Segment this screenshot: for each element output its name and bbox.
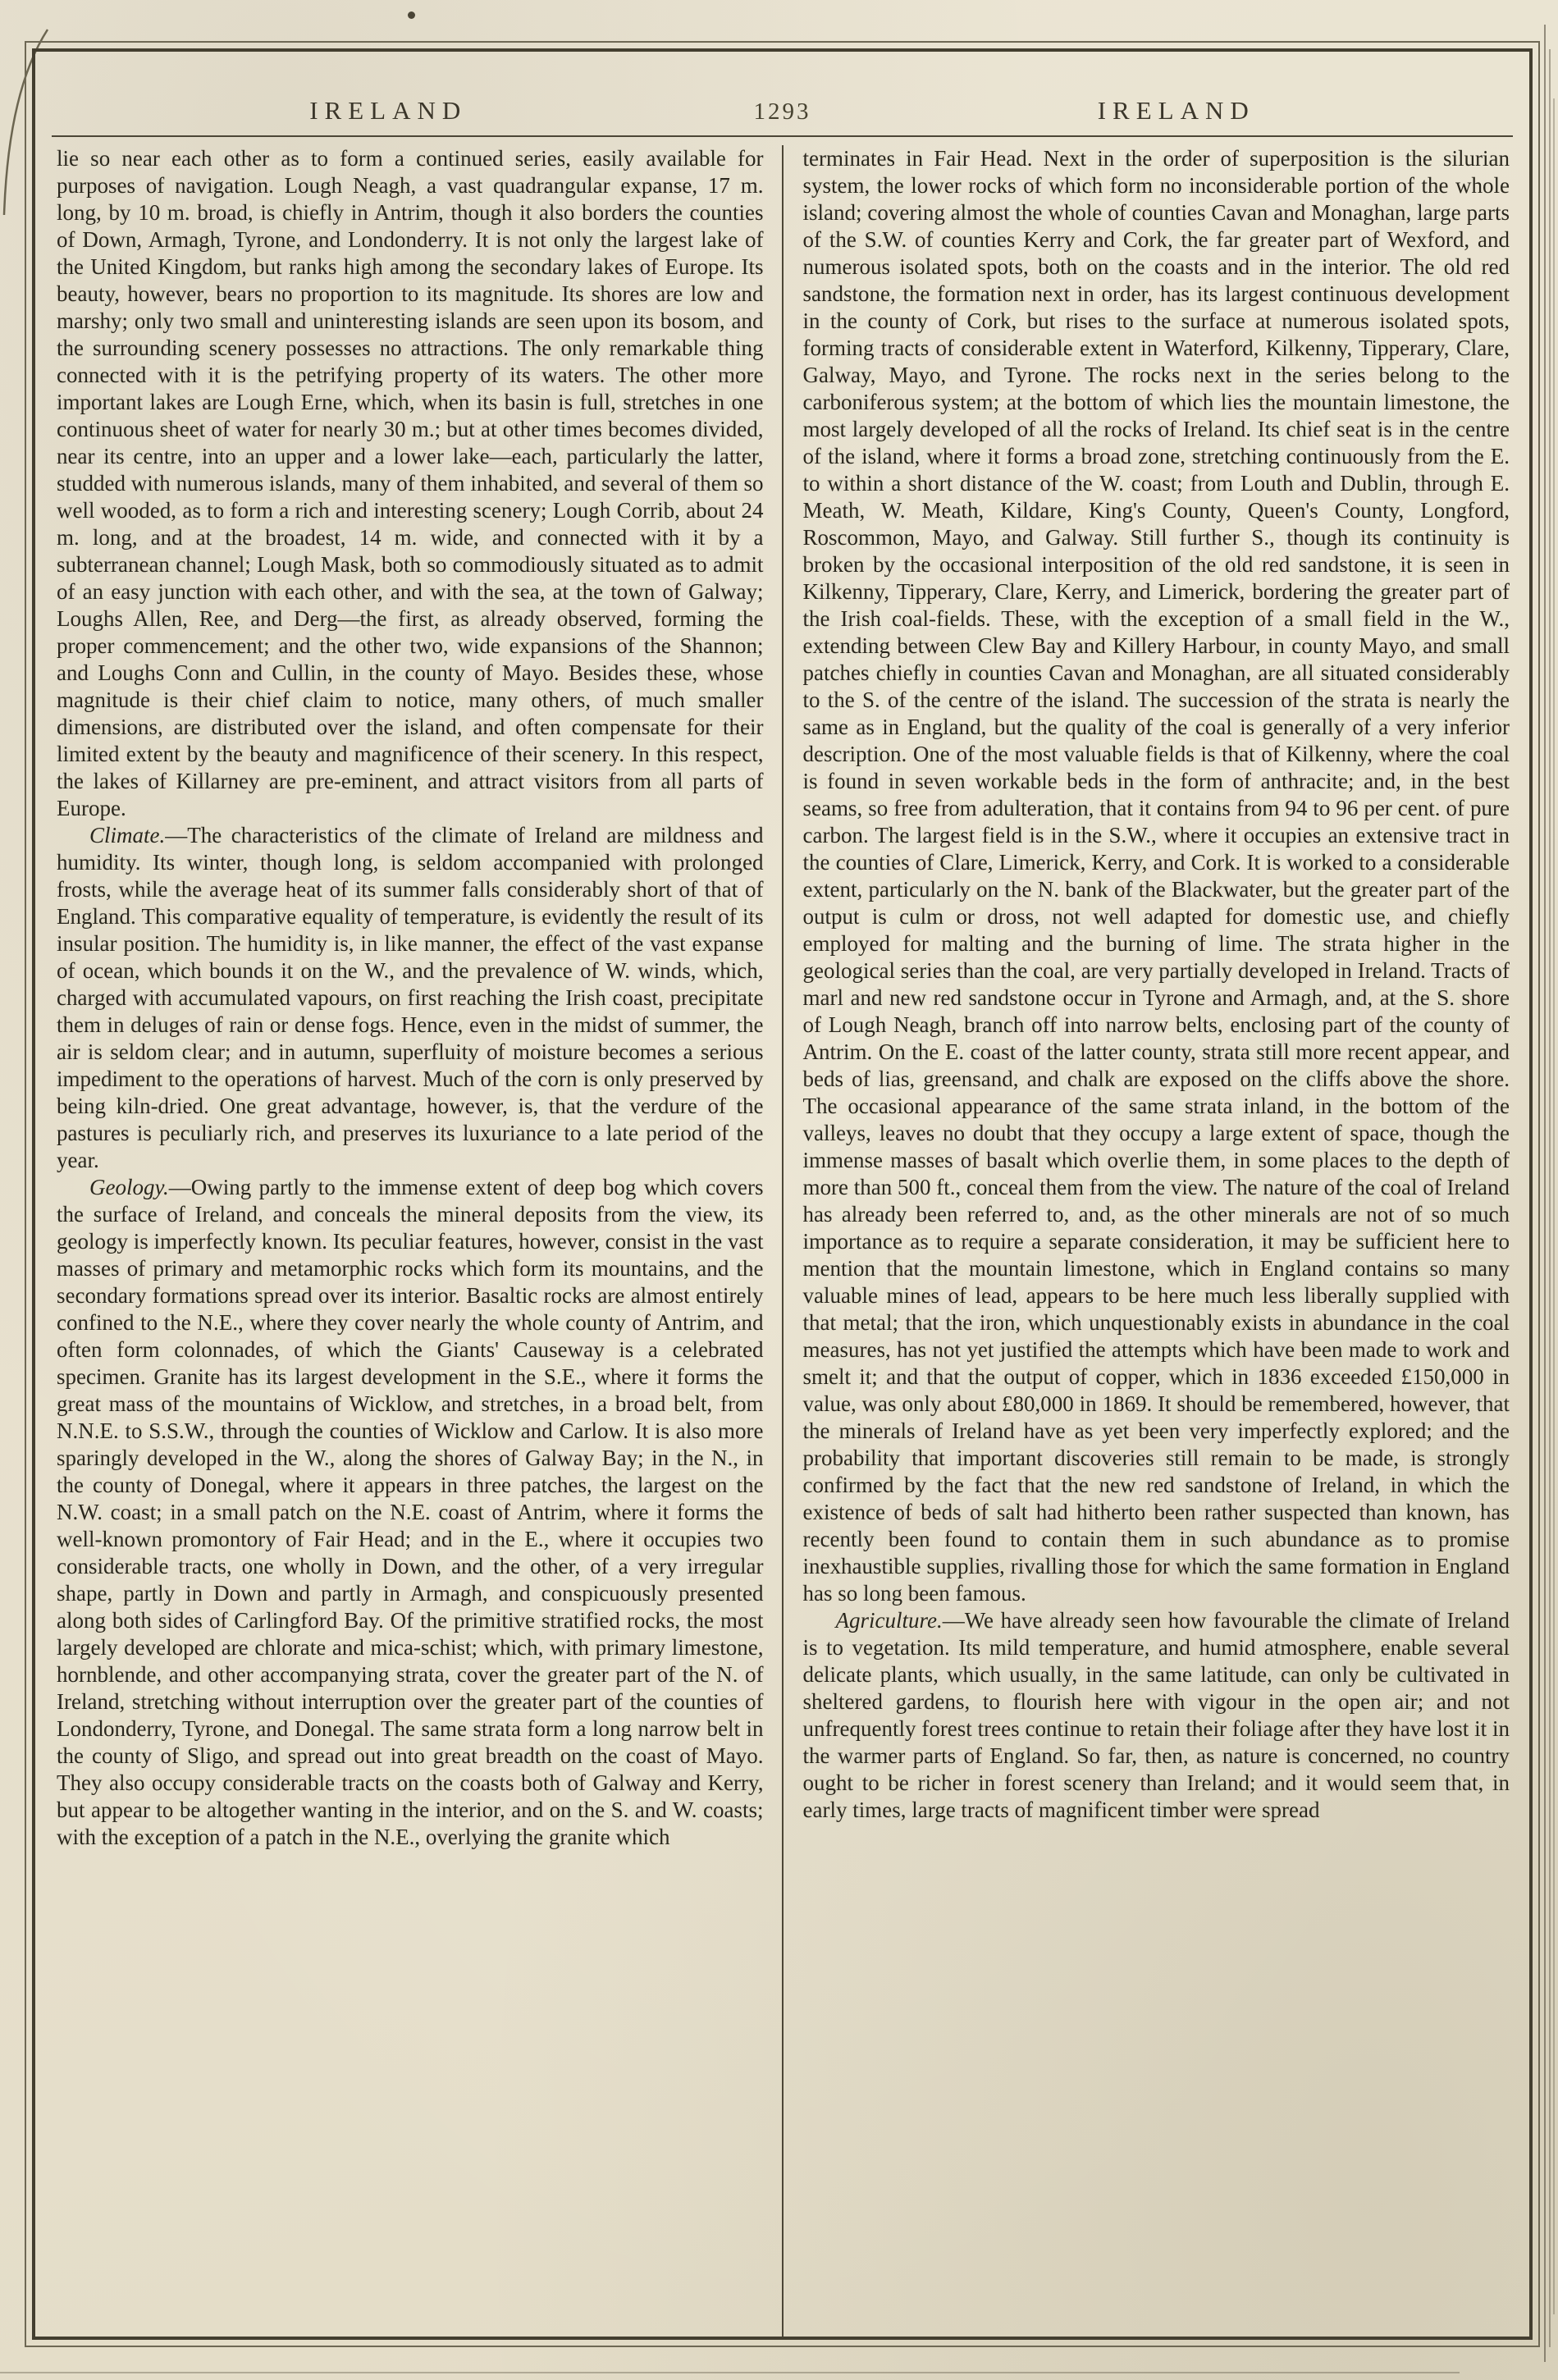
section-lead-geology: Geology. [89, 1175, 169, 1199]
page-edge-line [1544, 25, 1546, 2362]
paragraph-continuation [803, 145, 1510, 1607]
page-number: 1293 [753, 98, 811, 125]
page-content [35, 52, 1529, 2337]
paragraph-text: lie so near each other as to form a continued series, easily available for purposes of navigation. Lough Neagh, a vast quadrangular expanse, 17 m. long, by 10 m. broad, is chiefly in Antrim, though it also borders the counties of Down, Armagh, Tyrone, and Londonderry. It is not only the largest lake of the United Kingdom, but ranks high among the secondary lakes of Europe. Its beauty, however, bears no proportion to its magnitude. Its shores are low and marshy; only two small and uninteresting islands are seen upon its bosom, and the surrounding scenery possesses no attractions. The only remarkable thing connected with it is the petrifying property of its waters. The other more important lakes are Lough Erne, which, when its basin is full, stretches in one continuous sheet of water for nearly 30 m.; but at other times becomes divided, near its centre, into an upper and a lower lake—each, particularly the latter, studded with numerous islands, many of them inhabited, and several of them so well wooded, as to form a rich and interesting scenery; Lough Corrib, about 24 m. long, and at the broadest, 14 m. wide, and connected with it by a subterranean channel; Lough Mask, both so commodiously situated as to admit of an easy junction with each other, and with the sea, at the town of Galway; Loughs Allen, Ree, and Derg—the first, as already observed, forming the proper commencement; and the other two, wide expansions of the Shannon; and Loughs Conn and Cullin, in the county of Mayo. Besides these, whose magnitude is their chief claim to notice, many others, of much smaller dimensions, are distributed over the island, and often compensate for their limited extent by the beauty and magnificence of their scenery. In this respect, the lakes of Killarney are pre-eminent, and attract visitors from all parts of Europe. [57, 146, 764, 820]
page-edge-line [1549, 49, 1551, 2347]
section-lead-climate: Climate. [89, 823, 166, 847]
page-frame-inner-rule [32, 48, 1533, 2340]
running-head [52, 96, 1513, 126]
right-column [784, 145, 1514, 2337]
header-rule [52, 135, 1513, 137]
paragraph-text: —We have already seen how favourable the climate of Ireland is to vegetation. Its mild temperature, and humid atmosphere, enable several delicate plants, which usually, in the same latitude, can only be cultivated in sheltered gardens, to flourish here with vigour in the open air; and not unfrequently forest trees continue to retain their foliage after they have lost it in the warmer parts of England. So far, then, as nature is concerned, no country ought to be richer in forest scenery than Ireland; and it would seem that, in early times, large tracts of magnificent timber were spread [802, 1608, 1510, 1822]
scan-bottom-edge [0, 2372, 1460, 2373]
left-column [52, 145, 782, 2337]
paragraph-text: —The characteristics of the climate of Ireland are mildness and humidity. Its winter, though long, is seldom accompanied with prolonged frosts, while the average heat of its summer falls considerably short of that of England. This comparative equality of temperature, is evidently the result of its insular position. The humidity is, in like manner, the effect of the vast expanse of ocean, which bounds it on the W., and the prevalence of W. winds, which, charged with accumulated vapours, on first reaching the Irish coast, precipitate them in deluges of rain or dense fogs. Hence, even in the midst of summer, the air is seldom clear; and in autumn, superfluity of moisture becomes a serious impediment to the operations of harvest. Much of the corn is only preserved by being kiln-dried. One great advantage, however, is, that the verdure of the pastures is peculiarly rich, and preserves its luxuriance to a late period of the year. [57, 823, 764, 1172]
ink-spot-artifact [408, 11, 415, 19]
text-columns [52, 139, 1513, 2337]
paragraph-text: terminates in Fair Head. Next in the order of superposition is the silurian system, the lower rocks of which form no inconsiderable portion of the whole island; covering almost the whole of counties Cavan and Monaghan, large parts of the S.W. of counties Kerry and Cork, the far greater part of Wexford, and numerous isolated spots, both on the coasts and in the interior. The old red sandstone, the formation next in order, has its largest continuous development in the county of Cork, but rises to the surface at numerous isolated spots, forming tracts of considerable extent in Waterford, Kilkenny, Tipperary, Clare, Galway, Mayo, and Tyrone. The rocks next in the series belong to the carboniferous system; at the bottom of which lies the mountain limestone, the most largely developed of all the rocks of Ireland. Its chief seat is in the centre of the island, where it forms a broad zone, stretching continuously from the E. to within a short distance of the W. coast; from Louth and Dublin, through E. Meath, W. Meath, Kildare, King's County, Queen's County, Longford, Roscommon, Mayo, and Galway. Still further S., though its continuity is broken by the occasional interposition of the old red sandstone, it is seen in Kilkenny, Tipperary, Clare, Kerry, and Limerick, bordering the greater part of the Irish coal-fields. These, with the exception of a small field in the W., extending between Clew Bay and Killery Harbour, in county Mayo, and small patches chiefly in counties Cavan and Monaghan, are all situated considerably to the S. of the centre of the island. The succession of the strata is nearly the same as in England, but the quality of the coal is generally of a very inferior description. One of the most valuable fields is that of Kilkenny, where the coal is found in seven workable beds in the form of anthracite; and, in the best seams, so free from adulteration, that it contains from 94 to 96 per cent. of pure carbon. The largest field is in the S.W., where it occupies an extensive tract in the counties of Clare, Limerick, Kerry, and Cork. It is worked to a considerable extent, particularly on the N. bank of the Blackwater, but the greater part of the output is culm or dross, not well adapted for domestic use, and chiefly employed for malting and the burning of lime. The strata higher in the geological series than the coal, are very partially developed in Ireland. Tracts of marl and new red sandstone occur in Tyrone and Armagh, and, at the S. shore of Lough Neagh, branch off into narrow belts, enclosing part of the county of Antrim. On the E. coast of the latter county, strata still more recent appear, and beds of lias, greensand, and chalk are exposed on the cliffs above the shore. The occasional appearance of the same strata inland, in the bottom of the valleys, leaves no doubt that they occupy a large extent of space, though the immense masses of basalt which overlie them, in some places to the depth of more than 500 ft., conceal them from the view. The nature of the coal of Ireland has already been referred to, and, as the other minerals are not of so much importance as to require a separate consideration, it may be sufficient here to mention that the mountain limestone, which in England contains so many valuable mines of lead, appears to be here much less liberally supplied with that metal; that the iron, which unquestionably exists in abundance in the coal measures, has not yet justified the attempts which have been made to work and smelt it; and that the output of copper, which in 1836 exceeded £150,000 in value, was only about £80,000 in 1869. It should be remembered, however, that the minerals of Ireland have as yet been very imperfectly explored; and the probability that important discoveries still remain to be made, is strongly confirmed by the fact that the new red sandstone of Ireland, in which the existence of beds of salt had hitherto been rather suspected than known, has recently been found to contain them in such abundance as to promise inexhaustible supplies, rivalling those for which the same formation in England has so long been famous. [802, 146, 1510, 1606]
running-head-right [840, 96, 1514, 126]
paragraph-geology [57, 1174, 764, 1851]
page-frame-outer-rule [25, 41, 1540, 2347]
paragraph-climate [57, 822, 764, 1174]
paragraph-agriculture [803, 1607, 1510, 1824]
page-title-right: IRELAND [1097, 96, 1255, 125]
running-head-left [52, 96, 725, 126]
page-title-left: IRELAND [309, 96, 468, 125]
paragraph-text: —Owing partly to the immense extent of deep bog which covers the surface of Ireland, and conceals the mineral deposits from the view, its geology is imperfectly known. Its peculiar features, however, consist in the vast masses of primary and metamorphic rocks which form its mountains, and the secondary formations spread over its interior. Basaltic rocks are almost entirely confined to the N.E., where they cover nearly the whole county of Antrim, and often form colonnades, of which the Giants' Causeway is a celebrated specimen. Granite has its largest development in the S.E., where it forms the great mass of the mountains of Wicklow, and stretches, in a broad belt, from N.N.E. to S.S.W., through the counties of Wicklow and Carlow. It is also more sparingly developed in the W., along the shores of Galway Bay; in the N., in the county of Donegal, where it appears in three patches, the largest on the N.W. coast; in a small patch on the N.E. coast of Antrim, where it forms the well-known promontory of Fair Head; and in the E., where it occupies two considerable tracts, one wholly in Down, and the other, of a very irregular shape, partly in Down and partly in Armagh, and conspicuously presented along both sides of Carlingford Bay. Of the primitive stratified rocks, the most largely developed are chlorate and mica-schist; which, with primary limestone, hornblende, and other accompanying strata, cover the greater part of the N. of Ireland, stretching without interruption over the greater part of the counties of Londonderry, Tyrone, and Donegal. The same strata form a long narrow belt in the county of Sligo, and spread out into great breadth on the coast of Mayo. They also occupy considerable tracts on the coasts both of Galway and Kerry, but appear to be altogether wanting in the interior, and on the S. and W. coasts; with the exception of a patch in the N.E., overlying the granite which [57, 1175, 764, 1849]
running-head-center [725, 98, 840, 126]
page-edge-line [1553, 98, 1555, 2314]
paragraph-continuation [57, 145, 764, 822]
section-lead-agriculture: Agriculture. [835, 1608, 943, 1633]
